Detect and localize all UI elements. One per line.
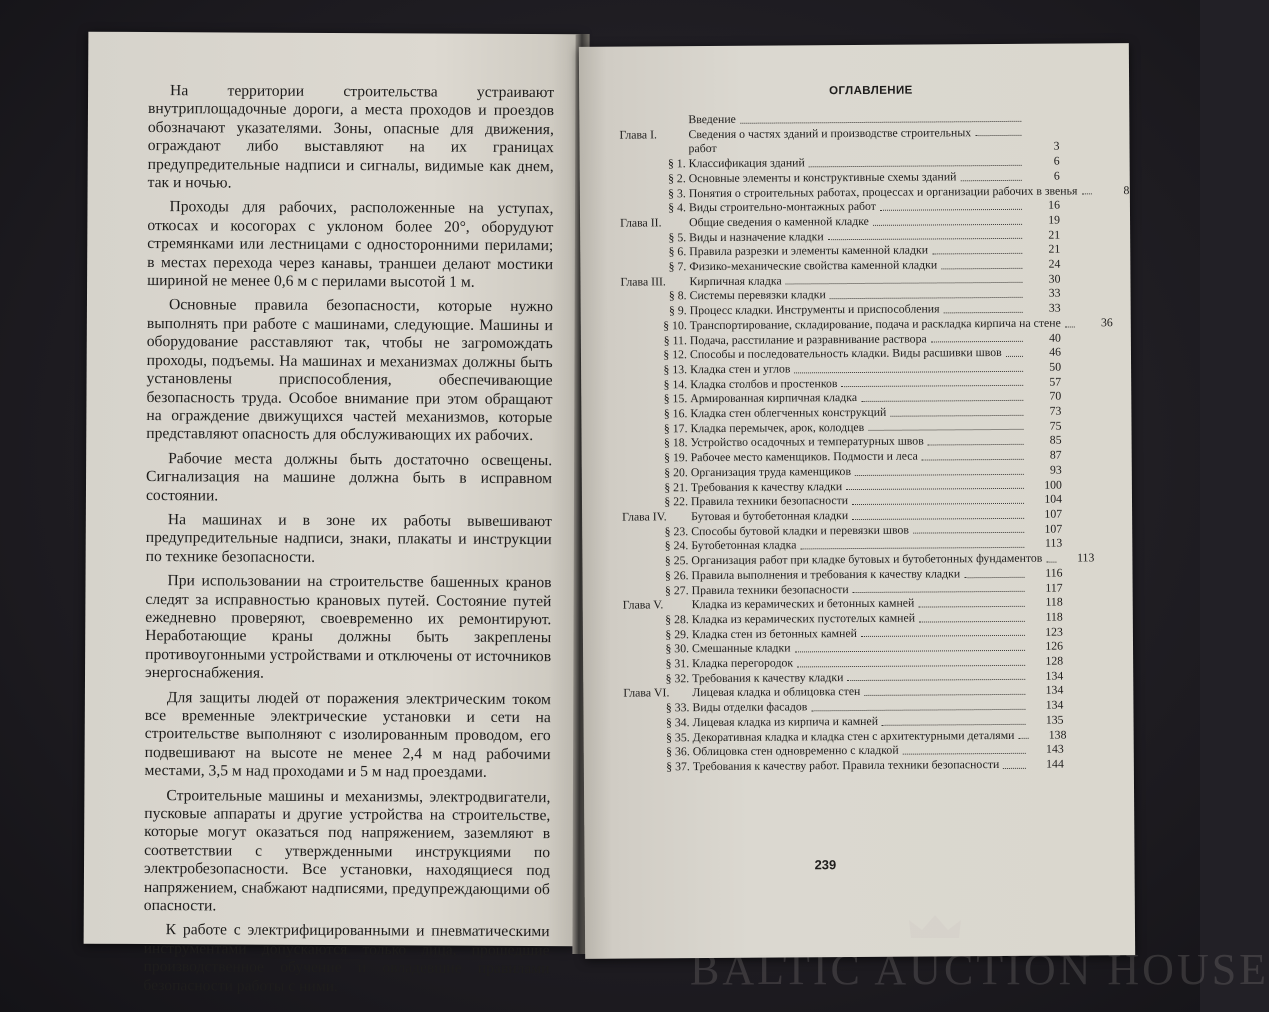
toc-entry-page: 50 <box>1049 359 1062 374</box>
toc-leader-dots <box>830 297 1023 299</box>
toc-entry-page: 3 <box>1053 138 1060 154</box>
toc-entry-number: § 12. <box>663 347 688 362</box>
toc-leader-dots <box>903 753 1026 755</box>
toc-entry-number: § 4. <box>668 200 686 215</box>
toc-leader-dots <box>861 635 1025 637</box>
paragraph: Проходы для рабочих, расположенные на уступах, откосах и косогорах с уклоном более 20°, оборудуют стремянками или лестницами с односторонними перилами; в местах перехода через канавы, траншеи делают мостики шириной не менее 0,6 м с перилами высотой 1 м. <box>147 198 554 291</box>
toc-leader-dots <box>928 444 1024 446</box>
toc-entry-page: 113 <box>1077 550 1095 565</box>
crown-logo-icon <box>905 912 965 942</box>
paragraph: К работе с электрифицированными и пневматическими инструментами допускаются только лица, прошедшие производственное обучение и овладевшие правилами безопасности работы с ними. <box>143 921 550 995</box>
toc-entry-page: 104 <box>1044 491 1063 506</box>
toc-entry-title: Организация работ при кладке бутовых и бутобетонных фундаментов <box>691 550 1043 568</box>
toc-entry-title: Кладка стен и углов <box>690 361 791 377</box>
toc-entry-title: Подача, расстилание и разравнивание раствора <box>689 331 927 347</box>
toc-entry-page: 143 <box>1045 741 1064 756</box>
toc-entry-title: Армированная кирпичная кладка <box>690 390 858 406</box>
toc-entry-page: 21 <box>1048 241 1061 256</box>
toc-entry-number: § 33. <box>665 700 690 715</box>
paragraph: На территории строительства устраивают внутриплощадочные дороги, а места проходов и проездов обозначают указателями. Зоны, опасные для движения, ограждают либо выставляют на их границах предупредительные надписи и сигналы, видимые как днем, так и ночью. <box>147 82 555 192</box>
toc-entry-title: Способы и последовательность кладки. Виды расшивки швов <box>689 345 1002 362</box>
toc-entry-number: Глава II. <box>620 215 662 230</box>
toc-entry-title: Введение <box>688 111 736 127</box>
toc-leader-dots <box>847 679 1025 681</box>
left-page <box>84 32 582 995</box>
toc-entry-title: Основные элементы и конструктивные схемы зданий <box>688 169 957 185</box>
toc-leader-dots <box>1018 738 1028 739</box>
watermark: BALTIC AUCTION HOUSE <box>690 945 1269 994</box>
toc-entry-title: Требования к качеству работ. Правила техники безопасности <box>692 756 1000 774</box>
toc-entry-number: § 7. <box>668 259 687 274</box>
toc-entry-page: 73 <box>1049 403 1062 418</box>
toc-leader-dots <box>828 238 1023 240</box>
toc-leader-dots <box>960 179 1021 180</box>
toc-entry-title: Правила техники безопасности <box>690 493 849 509</box>
toc-entry-number: § 30. <box>665 641 690 656</box>
toc-entry-page: 128 <box>1045 653 1064 668</box>
toc-entry-title: Классификация зданий <box>688 155 805 171</box>
toc-entry-page: 134 <box>1045 682 1064 698</box>
toc-leader-dots <box>846 488 1024 490</box>
toc-entry-number: § 36. <box>666 744 690 759</box>
toc-entry-title: Кладка перемычек, арок, колодцев <box>690 419 865 435</box>
toc-entry-title: Правила разрезки и элементы каменной кладки <box>689 242 929 259</box>
toc-entry-page: 24 <box>1048 256 1061 271</box>
toc-entry-title: Рабочее место каменщиков. Подмости и леса <box>690 448 918 465</box>
toc-entry-page: 118 <box>1045 594 1063 609</box>
toc-entry-title: Кладка стен из бетонных камней <box>691 625 858 641</box>
toc-entry-page: 123 <box>1045 624 1063 639</box>
toc-entry-page: 33 <box>1048 286 1061 301</box>
toc-leader-dots <box>913 532 1024 534</box>
toc-leader-dots <box>944 312 1023 314</box>
toc-entry-number: § 6. <box>668 244 687 259</box>
toc-leader-dots <box>797 665 1025 668</box>
toc-entry-page: 57 <box>1049 374 1062 389</box>
toc-leader-dots <box>853 591 1025 593</box>
toc-leader-dots <box>1003 767 1026 768</box>
toc-leader-dots <box>880 209 1022 211</box>
toc-entry-number: § 19. <box>664 450 688 465</box>
toc-entry-number: § 17. <box>663 420 688 436</box>
toc-entry-number: § 35. <box>665 729 690 744</box>
toc-entry-title: Кладка из керамических пустотелых камней <box>691 610 916 627</box>
toc-entry-title: Декоративная кладка и кладка стен с архитектурными деталями <box>692 727 1015 744</box>
toc-entry-title: Лицевая кладка из кирпича и камней <box>692 713 879 729</box>
toc-entry-page: 107 <box>1044 506 1063 521</box>
paragraph: Строительные машины и механизмы, электродвигатели, пусковые аппараты и другие устройства на строительстве, которые могут оказаться под напряжением, заземляют в соответствии с утвержденными инструкциями по электробезопасности. Все установки, находящиеся под напряжением, снабжают надписями, предупреждающими об опасности. <box>143 786 551 915</box>
toc-entry-number: § 21. <box>664 479 688 494</box>
toc-entry-title: Облицовка стен одновременно с кладкой <box>692 742 899 759</box>
paragraph: Для защиты людей от поражения электрическим током все временные электрические установки и сети на строительстве выполняют с изолированным проводом, его подвешивают на высоте не менее 2,4 м над рабочими местами, 3,5 м над проходами и 5 м над проездами. <box>144 688 551 782</box>
toc-entry-page: 118 <box>1045 609 1063 624</box>
toc-entry-title: Требования к качеству кладки <box>690 478 843 494</box>
toc-entry-number: § 1. <box>667 156 686 171</box>
toc-entry-title: Бутобетонная кладка <box>691 537 797 553</box>
toc-entry-page: 116 <box>1045 565 1063 580</box>
toc-entry <box>622 550 1095 569</box>
toc-entry-number: § 11. <box>663 332 687 347</box>
toc-entry-number: § 25. <box>664 553 689 568</box>
toc-entry-number: § 34. <box>665 715 690 730</box>
right-page <box>579 43 1135 959</box>
toc-entry-page: 21 <box>1048 227 1061 242</box>
toc-entry-title: работ <box>688 141 717 156</box>
toc-entry-number: Глава IV. <box>622 509 667 524</box>
toc-leader-dots <box>922 459 1024 461</box>
toc-leader-dots <box>809 165 1022 167</box>
toc-leader-dots <box>931 341 1023 343</box>
toc-entry-title: Правила техники безопасности <box>691 581 849 597</box>
toc-entry-title: Процесс кладки. Инструменты и приспособления <box>689 301 940 318</box>
toc-entry-title: Кирпичная кладка <box>689 273 782 288</box>
toc-entry-title: Виды строительно-монтажных работ <box>688 199 876 215</box>
toc-entry-number: § 28. <box>665 612 689 627</box>
toc-entry-page: 6 <box>1053 153 1060 168</box>
toc-entry-number: § 5. <box>668 229 687 244</box>
toc-leader-dots <box>1006 356 1023 357</box>
toc-entry-page: 107 <box>1044 521 1063 536</box>
toc-entry-number: § 16. <box>663 406 688 421</box>
toc-entry-title: Устройство осадочных и температурных швов <box>690 434 924 450</box>
toc-entry <box>621 345 1061 363</box>
toc-leader-dots <box>795 650 1025 653</box>
toc-entry-number: § 20. <box>664 465 688 480</box>
toc-leader-dots <box>932 253 1022 255</box>
page-number: 239 <box>814 857 837 873</box>
toc-entry-page: 70 <box>1049 388 1062 404</box>
toc-entry-number: Глава VI. <box>623 685 670 701</box>
toc-entry-title: Организация труда каменщиков <box>690 463 852 480</box>
toc-entry-page: 36 <box>1100 315 1113 330</box>
toc-entry-title: Транспортирование, складирование, подача и раскладка кирпича на стене <box>689 315 1061 333</box>
toc-entry-number: § 3. <box>668 185 686 200</box>
toc-entry-title: Требования к качеству кладки <box>692 669 844 685</box>
toc-entry-number: § 29. <box>665 626 689 641</box>
toc-entry-page: 16 <box>1048 197 1060 212</box>
toc-leader-dots <box>786 282 1023 285</box>
toc-entry <box>621 315 1113 333</box>
toc-leader-dots <box>800 547 1024 550</box>
toc-entry-number: § 9. <box>668 303 687 318</box>
toc-entry-page: 134 <box>1045 697 1064 712</box>
toc-leader-dots <box>873 223 1022 225</box>
paragraph: Рабочие места должны быть достаточно освещены. Сигнализация на машине должна быть в исправном состоянии. <box>145 449 553 504</box>
toc-entry-page: 8 <box>1123 182 1130 197</box>
toc-entry-number: § 23. <box>664 523 689 539</box>
toc-leader-dots <box>794 370 1023 373</box>
toc-entry-page: 6 <box>1053 168 1060 183</box>
paragraph: На машинах и в зоне их работы вывешивают предупредительные надписи, знаки, плакаты и инструкции по технике безопасности. <box>145 511 552 566</box>
toc-leader-dots <box>811 709 1025 711</box>
toc-entry-page: 30 <box>1048 271 1061 286</box>
toc-entry-page: 19 <box>1048 212 1061 227</box>
toc-leader-dots <box>740 121 1021 124</box>
toc-leader-dots <box>861 400 1023 402</box>
toc-entry-title: Понятия о строительных работах, процессах и организации рабочих в звенья <box>688 182 1078 200</box>
toc-entry-number: § 14. <box>663 376 688 392</box>
toc-entry-number: § 2. <box>667 171 686 186</box>
toc-entry-title: Лицевая кладка и облицовка стен <box>692 684 861 700</box>
toc-entry-page: 87 <box>1049 447 1062 462</box>
paragraph: При использовании на строительстве башенных кранов следят за исправностью крановых путей. Состояние путей ежедневно проверяют, своевременно их ремонтируют. Неработающие краны должны быть закреплены противоугонными устройствами и отключены от источников энергоснабжения. <box>144 572 552 682</box>
toc-entry-number: Глава V. <box>622 597 664 612</box>
toc-entry-number: § 26. <box>664 567 689 583</box>
toc-entry <box>624 727 1067 745</box>
toc-entry-number: Глава I. <box>619 127 658 142</box>
toc-leader-dots <box>919 620 1025 622</box>
toc-entry-number: § 8. <box>668 288 687 303</box>
toc-entry-page: 113 <box>1044 535 1063 551</box>
toc-entry-page: 100 <box>1044 477 1062 492</box>
toc-entry-page: 85 <box>1049 433 1062 448</box>
toc-entry-page: 46 <box>1049 344 1062 359</box>
toc-entry-title: Сведения о частях зданий и производстве строительных <box>688 124 972 141</box>
toc-entry-title: Виды и назначение кладки <box>689 228 824 244</box>
toc-leader-dots <box>864 694 1025 696</box>
toc-entry-number: § 31. <box>665 656 690 671</box>
toc-leader-dots <box>890 415 1023 417</box>
toc-entry-title: Способы бутовой кладки и перевязки швов <box>691 522 909 538</box>
toc-entry <box>620 182 1130 201</box>
toc-entry-title: Кладка из керамических и бетонных камней <box>691 595 915 612</box>
toc-leader-dots <box>918 606 1024 608</box>
toc-leader-dots <box>1081 194 1091 195</box>
toc-leader-dots <box>1065 326 1075 327</box>
toc-entry-title: Кладка стен облегченных конструкций <box>690 404 887 421</box>
toc-entry-number: § 37. <box>666 759 690 774</box>
toc-leader-dots <box>1046 561 1056 562</box>
toc-leader-dots <box>882 723 1026 725</box>
toc-entry-number: § 15. <box>663 391 688 406</box>
toc-entry-title: Кладка столбов и простенков <box>690 375 838 391</box>
toc-leader-dots <box>852 518 1024 520</box>
toc-leader-dots <box>855 473 1024 475</box>
toc-entry-title: Виды отделки фасадов <box>692 699 808 715</box>
toc-entry-page: 33 <box>1048 300 1061 315</box>
toc-entry-title: Системы перевязки кладки <box>689 287 826 303</box>
paragraph: Основные правила безопасности, которые нужно выполнять при работе с машинами, следующие. Машины и оборудование расставляют так, чтобы не загромождать проходы, подъемы. На машинах и механизмах должны быть установлены приспособления, обеспечивающие безопасность труда. Особое внимание при этом обращают на ограждение движущихся частей механизмов, которые представляют опасность для обслуживающих их рабочих. <box>146 296 553 445</box>
toc-leader-dots <box>721 151 1022 153</box>
toc-leader-dots <box>841 385 1023 387</box>
toc-entry-page: 134 <box>1045 668 1064 683</box>
toc-leader-dots <box>941 268 1022 270</box>
toc-entry-title: Бутовая и бутобетонная кладки <box>691 508 849 524</box>
toc-entry-page: 93 <box>1049 462 1062 477</box>
toc-leader-dots <box>868 429 1023 431</box>
toc-title: ОГЛАВЛЕНИЕ <box>829 84 913 98</box>
toc-entry-number: Глава III. <box>620 274 666 289</box>
toc-leader-dots <box>852 503 1024 505</box>
toc-entry-page: 117 <box>1045 580 1063 595</box>
toc-entry-title: Смешанные кладки <box>691 640 791 656</box>
toc-entry-title: Общие сведения о каменной кладке <box>688 213 869 230</box>
toc-entry-page: 126 <box>1045 638 1064 654</box>
toc-entry-number: § 27. <box>664 582 689 597</box>
toc-entry-title: Кладка перегородок <box>692 655 794 671</box>
toc-leader-dots <box>975 135 1021 136</box>
table-of-contents <box>619 110 1130 775</box>
toc-leader-dots <box>964 576 1024 577</box>
toc-entry-number: § 13. <box>663 362 688 377</box>
toc-entry-number: § 32. <box>665 670 690 686</box>
toc-entry-number: § 24. <box>664 538 689 553</box>
toc-entry-page: 144 <box>1046 756 1064 771</box>
toc-entry-page: 40 <box>1049 330 1061 345</box>
toc-entry-page: 75 <box>1049 418 1062 433</box>
toc-entry-number: § 10. <box>663 318 687 333</box>
left-page-text <box>143 82 554 1003</box>
toc-entry-number: § 18. <box>663 435 688 450</box>
toc-entry-page: 138 <box>1048 727 1067 742</box>
toc-entry <box>624 757 1064 775</box>
toc-entry-number: § 22. <box>664 494 689 509</box>
toc-entry-title: Правила выполнения и требования к качеству кладки <box>691 566 961 582</box>
toc-entry-page: 135 <box>1045 712 1064 727</box>
toc-entry-title: Физико-механические свойства каменной кладки <box>689 257 938 274</box>
